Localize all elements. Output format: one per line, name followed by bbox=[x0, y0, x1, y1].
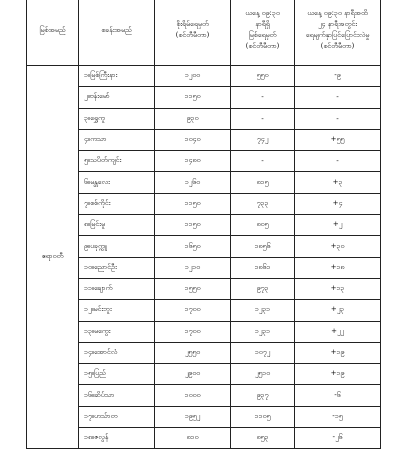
current-level-cell: ၁၂၃၁ bbox=[231, 300, 295, 321]
change-cell: -၉ bbox=[295, 66, 381, 87]
station-cell bbox=[79, 257, 155, 278]
header-change-line: ရေမျက်နှာပြင်ပြောင်းလဲမှု bbox=[305, 31, 370, 39]
station-name: အောင်လံ bbox=[94, 348, 118, 356]
danger-level-cell: ၁၇၀၀ bbox=[155, 321, 231, 342]
table-row bbox=[27, 364, 381, 385]
current-level-cell: ၉၇၃ bbox=[231, 278, 295, 299]
station-number: ၂။ bbox=[84, 92, 90, 101]
header-change-line: ယနေ့ ၀၉:၃၀ နာရီအထိ bbox=[307, 9, 368, 17]
header-change-line: ၂၄ နာရီအတွင်း bbox=[317, 20, 358, 28]
station-number: ၆။ bbox=[84, 177, 91, 186]
station-cell bbox=[79, 129, 155, 150]
station-name: ရွှေကူ bbox=[90, 113, 105, 122]
danger-level-cell: ၁၆၅၀ bbox=[155, 236, 231, 257]
station-number: ၁၁။ bbox=[84, 284, 94, 293]
danger-level-cell: ၁၁၅၀ bbox=[155, 193, 231, 214]
station-number: ၁၅။ bbox=[84, 369, 94, 378]
station-name: ပြည် bbox=[94, 369, 106, 378]
change-cell: +၂ bbox=[295, 215, 381, 236]
station-number: ၃။ bbox=[84, 113, 91, 122]
danger-level-cell: ၁၀၀၀ bbox=[155, 385, 231, 406]
danger-level-cell: ၁၂၆၀ bbox=[155, 172, 231, 193]
danger-level-cell: ၉၃၀ bbox=[155, 108, 231, 129]
station-name: ဆိပ်သာ bbox=[94, 390, 115, 399]
table-row bbox=[27, 300, 381, 321]
station-cell bbox=[79, 215, 155, 236]
danger-level-cell: ၁၁၅၀ bbox=[155, 87, 231, 108]
station-number: ၁၀။ bbox=[84, 262, 94, 271]
danger-level-cell: ၁၉၅၂ bbox=[155, 406, 231, 427]
station-name: သပိတ်ကျင်း bbox=[90, 156, 122, 165]
table-row bbox=[27, 151, 381, 172]
station-number: ၁၇။ bbox=[84, 411, 94, 420]
change-cell: +၁၉ bbox=[295, 364, 381, 385]
header-change bbox=[295, 0, 381, 66]
current-level-cell: ၅၅၀ bbox=[231, 66, 295, 87]
current-level-cell: ၇၃၃ bbox=[231, 193, 295, 214]
station-cell bbox=[79, 364, 155, 385]
header-current-line: မြစ်ရေမှတ် bbox=[248, 31, 277, 39]
station-number: ၁၂။ bbox=[84, 305, 94, 314]
station-cell bbox=[79, 406, 155, 427]
danger-level-cell: ၁၄၈၀ bbox=[155, 151, 231, 172]
station-cell bbox=[79, 385, 155, 406]
station-name: ဗန်းမော် bbox=[89, 92, 110, 101]
current-level-cell: ၉၃၇ bbox=[231, 385, 295, 406]
header-river bbox=[27, 0, 79, 66]
station-number: ၅။ bbox=[84, 156, 91, 165]
station-name: မင်းဘူး bbox=[93, 305, 112, 314]
danger-level-cell: ၁၂၁၀ bbox=[155, 257, 231, 278]
current-level-cell: ၁၈၅၆ bbox=[231, 236, 295, 257]
current-level-cell: ၈၀၅ bbox=[231, 215, 295, 236]
station-cell bbox=[79, 428, 155, 449]
header-station-text: စခန်းအမည် bbox=[101, 25, 132, 34]
danger-level-cell: ၁၇၀၀ bbox=[155, 300, 231, 321]
header-danger-line: စိုးရိမ်ရေမှတ် bbox=[176, 20, 209, 28]
station-name: စစ်ကိုင်း bbox=[90, 198, 111, 207]
change-cell: -၆ bbox=[295, 385, 381, 406]
table-row bbox=[27, 321, 381, 342]
current-level-cell: ၂၅၁၀ bbox=[231, 364, 295, 385]
station-name: မန္တလေး bbox=[90, 177, 110, 186]
current-level-cell: ၇၄၂ bbox=[231, 129, 295, 150]
station-number: ၇။ bbox=[84, 198, 91, 207]
header-current-line: နာရီရှိ bbox=[255, 20, 270, 28]
current-level-cell: - bbox=[231, 151, 295, 172]
table-row bbox=[27, 385, 381, 406]
station-number: ၉။ bbox=[84, 241, 91, 250]
header-danger-line: (စင်တီမီတာ) bbox=[175, 31, 210, 39]
table-row bbox=[27, 172, 381, 193]
station-cell bbox=[79, 278, 155, 299]
change-cell: - bbox=[295, 87, 381, 108]
table-row bbox=[27, 87, 381, 108]
station-name: ပခုက္ကူ bbox=[90, 241, 107, 250]
change-cell: -၁၅ bbox=[295, 406, 381, 427]
station-name: မြစ်ကြီးနား bbox=[90, 71, 118, 80]
station-cell bbox=[79, 151, 155, 172]
danger-level-cell: ၁၅၅၀ bbox=[155, 278, 231, 299]
station-name: ချောက် bbox=[94, 284, 113, 293]
danger-level-cell: ၁၀၄၀ bbox=[155, 129, 231, 150]
change-cell: +၅၅ bbox=[295, 129, 381, 150]
change-cell: +၃၀ bbox=[295, 236, 381, 257]
station-cell bbox=[79, 172, 155, 193]
station-cell bbox=[79, 342, 155, 363]
station-cell bbox=[79, 87, 155, 108]
station-number: ၁။ bbox=[84, 71, 91, 80]
header-river-text: မြစ်အမည် bbox=[39, 25, 66, 34]
header-current-line: ယနေ့ ၀၉:၃၀ bbox=[245, 9, 280, 17]
current-level-cell: - bbox=[231, 108, 295, 129]
table-row bbox=[27, 342, 381, 363]
current-level-cell: ၈၁၅ bbox=[231, 172, 295, 193]
station-cell bbox=[79, 108, 155, 129]
header-change-line: (စင်တီမီတာ) bbox=[320, 42, 355, 50]
table-row bbox=[27, 278, 381, 299]
change-cell: +၃ bbox=[295, 172, 381, 193]
danger-level-cell: ၁၂၀၀ bbox=[155, 66, 231, 87]
change-cell: -၂၆ bbox=[295, 428, 381, 449]
station-name: ကသာ bbox=[90, 135, 107, 144]
danger-level-cell: ၂၉၀၀ bbox=[155, 364, 231, 385]
station-name: မကွေး bbox=[94, 326, 111, 335]
station-cell bbox=[79, 193, 155, 214]
station-number: ၈။ bbox=[84, 220, 91, 229]
station-name: ဟသ်ာတ bbox=[94, 411, 118, 420]
change-cell: +၁၉ bbox=[295, 342, 381, 363]
change-cell: - bbox=[295, 151, 381, 172]
station-number: ၁၆။ bbox=[84, 390, 94, 399]
station-cell bbox=[79, 236, 155, 257]
header-station bbox=[79, 0, 155, 66]
table-row bbox=[27, 108, 381, 129]
danger-level-cell: ၈၁၀ bbox=[155, 428, 231, 449]
table-row bbox=[27, 406, 381, 427]
change-cell: +၁၈ bbox=[295, 257, 381, 278]
danger-level-cell: ၁၁၅၀ bbox=[155, 215, 231, 236]
current-level-cell: ၈၅၃ bbox=[231, 428, 295, 449]
table-row bbox=[27, 215, 381, 236]
header-current-level bbox=[231, 0, 295, 66]
change-cell: +၂၃ bbox=[295, 300, 381, 321]
header-current-line: (စင်တီမီတာ) bbox=[245, 42, 280, 50]
station-name: မြင်းမူ bbox=[90, 220, 105, 229]
station-number: ၁၈။ bbox=[84, 433, 95, 442]
header-danger-level bbox=[155, 0, 231, 66]
table-row bbox=[27, 257, 381, 278]
station-name: ဇလွန် bbox=[94, 433, 109, 442]
danger-level-cell: ၂၅၅၀ bbox=[155, 342, 231, 363]
station-number: ၁၄။ bbox=[84, 348, 94, 356]
change-cell: +၁၃ bbox=[295, 278, 381, 299]
table-row bbox=[27, 428, 381, 449]
station-cell bbox=[79, 300, 155, 321]
table-row bbox=[27, 129, 381, 150]
header-row bbox=[27, 0, 381, 66]
change-cell: +၂၂ bbox=[295, 321, 381, 342]
station-cell bbox=[79, 66, 155, 87]
river-level-table bbox=[26, 0, 381, 449]
station-name: ညောင်ဦး bbox=[94, 262, 117, 271]
station-number: ၁၃။ bbox=[84, 326, 94, 335]
table-row bbox=[27, 236, 381, 257]
table-row bbox=[27, 66, 381, 87]
station-number: ၄။ bbox=[84, 135, 91, 144]
change-cell: +၄ bbox=[295, 193, 381, 214]
station-cell bbox=[79, 321, 155, 342]
current-level-cell: ၁၂၃၁ bbox=[231, 321, 295, 342]
river-name-cell: ဧရာဝတီ bbox=[27, 66, 79, 449]
current-level-cell: ၁၀၇၂ bbox=[231, 342, 295, 363]
current-level-cell: ၁၁၀၅ bbox=[231, 406, 295, 427]
table-row bbox=[27, 193, 381, 214]
current-level-cell: ၁၈၆၁ bbox=[231, 257, 295, 278]
table-body bbox=[27, 66, 381, 449]
change-cell: - bbox=[295, 108, 381, 129]
current-level-cell: - bbox=[231, 87, 295, 108]
